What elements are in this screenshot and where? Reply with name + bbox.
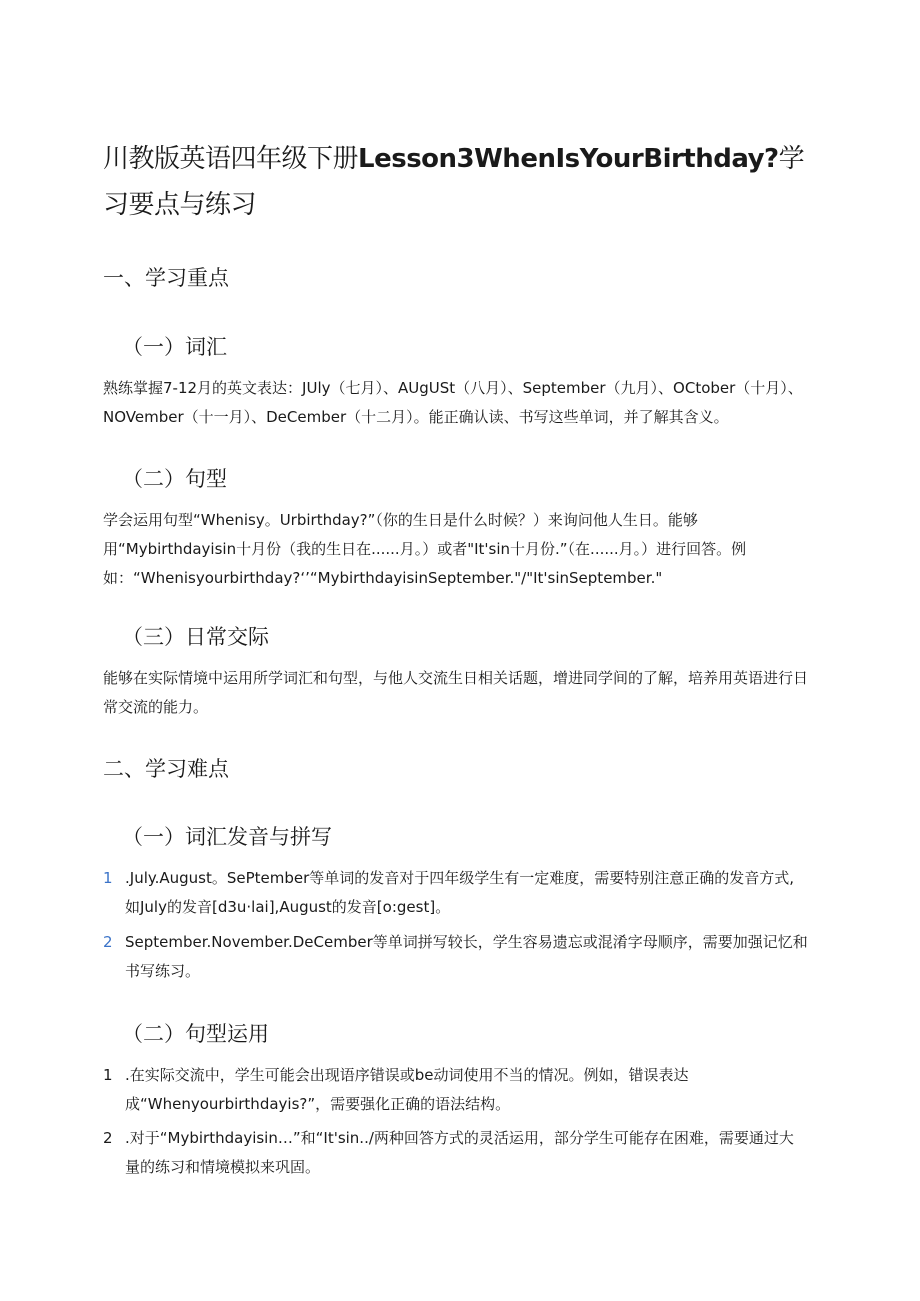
title-lesson: Lesson3WhenIsYourBirthday? bbox=[358, 144, 779, 174]
list-number: 1 bbox=[103, 869, 113, 887]
list-number: 2 bbox=[103, 1129, 113, 1147]
list-item bbox=[103, 1124, 808, 1182]
subheading-vocabulary: （一）词汇 bbox=[122, 335, 227, 359]
list-item-text: .在实际交流中，学生可能会出现语序错误或be动词使用不当的情况。例如，错误表达成“Whenyourbirthdayis?”，需要强化正确的语法结构。 bbox=[125, 1066, 689, 1113]
list-item bbox=[103, 1061, 808, 1119]
daily-communication-paragraph: 能够在实际情境中运用所学词汇和句型，与他人交流生日相关话题，增进同学间的了解，培养用英语进行日常交流的能力。 bbox=[103, 669, 809, 716]
title-prefix: 川教版英语四年级下册 bbox=[103, 144, 359, 174]
subheading-pronunciation-spelling: （一）词汇发音与拼写 bbox=[122, 825, 332, 849]
document-title bbox=[103, 136, 813, 228]
title-suffix: 学习要点与练习 bbox=[103, 144, 805, 220]
list-number: 2 bbox=[103, 933, 113, 951]
list-item bbox=[103, 928, 808, 986]
list-item bbox=[103, 864, 808, 922]
list-item-text: September.November.DeCember等单词拼写较长，学生容易遗忘或混淆字母顺序，需要加强记忆和书写练习。 bbox=[125, 933, 808, 980]
list-item-text: .July.August。SePtember等单词的发音对于四年级学生有一定难度，需要特别注意正确的发音方式,如July的发音[d3u·lai],August的发音[o:gest]。 bbox=[125, 869, 795, 916]
vocabulary-paragraph: 熟练掌握7-12月的英文表达：JUly（七月）、AUgUSt（八月）、September（九月）、OCtober（十月）、NOVember（十一月）、DeCember（十二月）。能正确认读、书写这些单词，并了解其含义。 bbox=[103, 379, 803, 426]
section-heading-difficulties: 二、学习难点 bbox=[103, 757, 229, 781]
subheading-sentence-patterns: （二）句型 bbox=[122, 467, 227, 491]
list-item-text: .对于“Mybirthdayisin…”和“It'sin../两种回答方式的灵活运用，部分学生可能存在困难，需要通过大量的练习和情境模拟来巩固。 bbox=[125, 1129, 794, 1176]
sentence-patterns-paragraph: 学会运用句型“Whenisy。Urbirthday?”（你的生日是什么时候？）来询问他人生日。能够用“Mybirthdayisin十月份（我的生日在......月。）或者"It'sin十月份.”（在......月。）进行回答。例如：“Whenisyourbirthday?‘’“MybirthdayisinSeptember."/"It'sinSeptember." bbox=[103, 511, 747, 587]
list-number: 1 bbox=[103, 1066, 113, 1084]
section-heading-key-points: 一、学习重点 bbox=[103, 266, 229, 290]
subheading-sentence-usage: （二）句型运用 bbox=[122, 1022, 269, 1046]
subheading-daily-communication: （三）日常交际 bbox=[122, 625, 269, 649]
